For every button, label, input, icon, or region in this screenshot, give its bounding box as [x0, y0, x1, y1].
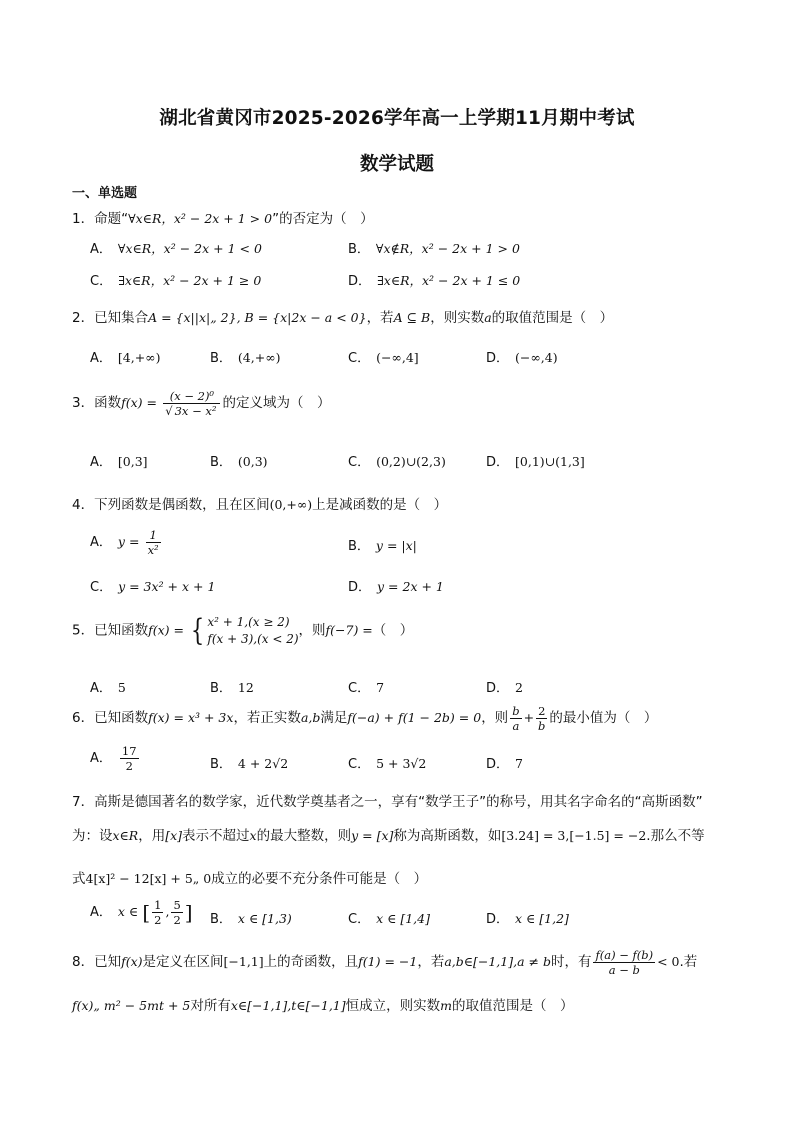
- question-4-option-d: D． y = 2x + 1: [348, 579, 444, 595]
- question-6-option-a: A． $\frac{17}{2}$: [90, 744, 137, 773]
- question-2-option-b: B． (4,+∞): [210, 350, 281, 366]
- question-5-stem: 5．已知函数f(x) = { x² + 1,(x ≥ 2) f(x + 3),(x < 2) ，则f(−7) =（ ）: [72, 613, 414, 648]
- exam-title: 湖北省黄冈市2025-2026学年高一上学期11月期中考试: [159, 108, 635, 129]
- question-3-stem: 3．函数f(x) = $\frac{\text{(x − 2)⁰}}{\text{√ 3x − x²}}$ 的定义域为（ ）: [72, 389, 331, 418]
- question-7-option-d: D． x ∈ [1,2]: [486, 911, 569, 927]
- question-8-line-1: 8．已知f(x)是定义在区间[−1,1]上的奇函数，且f(1) = −1，若a,b∈[−1,1],a ≠ b时，有 $\frac{f(a) - f(b)}{a - b}$ < 0.若: [72, 948, 698, 977]
- question-4-stem: 4．下列函数是偶函数，且在区间(0,+∞)上是减函数的是（ ）: [72, 497, 448, 513]
- question-1-option-d: D． ∃x∈R，x² − 2x + 1 ≤ 0: [348, 273, 521, 289]
- question-3-option-b: B． (0,3): [210, 454, 268, 470]
- question-5-option-a: A． 5: [90, 680, 126, 696]
- question-2-option-a: A． [4,+∞): [90, 350, 161, 366]
- question-1-option-b: B． ∀x∉R，x² − 2x + 1 > 0: [348, 241, 520, 257]
- question-7-option-a: A． x ∈ [ $\frac{1}{2}$ , $\frac{5}{2}$ ]: [90, 898, 193, 927]
- question-7-line-3: 式4[x]² − 12[x] + 5„ 0成立的必要不充分条件可能是（ ）: [72, 871, 428, 887]
- question-3-option-c: C． (0,2)∪(2,3): [348, 454, 446, 470]
- question-6-option-b: B． 4 + 2√2: [210, 756, 289, 772]
- question-7-option-c: C． x ∈ [1,4]: [348, 911, 430, 927]
- question-2-stem: 2．已知集合A = {x||x|„ 2}, B = {x|2x − a < 0}，若A ⊆ B，则实数a的取值范围是（ ）: [72, 310, 614, 326]
- brace-icon: {: [191, 613, 205, 648]
- question-3-option-d: D． [0,1)∪(1,3]: [486, 454, 585, 470]
- question-8-line-2: f(x)„ m² − 5mt + 5对所有x∈[−1,1],t∈[−1,1]恒成立，则实数m的取值范围是（ ）: [72, 998, 574, 1014]
- question-2-option-d: D． (−∞,4): [486, 350, 558, 366]
- question-5-option-c: C． 7: [348, 680, 385, 696]
- question-5-option-b: B． 12: [210, 680, 254, 696]
- question-1-option-c: C． ∃x∈R，x² − 2x + 1 ≥ 0: [90, 273, 262, 289]
- question-1-stem: 1．命题“∀x∈R，x² − 2x + 1 > 0”的否定为（ ）: [72, 211, 374, 227]
- section-heading: 一、单选题: [72, 186, 138, 201]
- question-4-option-b: B． y = |x|: [348, 538, 417, 554]
- question-3-fraction: $\frac{\text{(x − 2)⁰}}{\text{√ 3x − x²}}$: [163, 389, 220, 418]
- question-7-line-2: 为：设x∈R，用[x]表示不超过x的最大整数，则y = [x]称为高斯函数，如[3.24] = 3,[−1.5] = −2.那么不等: [72, 828, 705, 844]
- question-5-option-d: D． 2: [486, 680, 523, 696]
- question-7-line-1: 7．高斯是德国著名的数学家，近代数学奠基者之一，享有“数学王子”的称号，用其名字命名的“高斯函数”: [72, 794, 703, 810]
- question-6-stem: 6．已知函数f(x) = x³ + 3x，若正实数a,b满足f(−a) + f(1 − 2b) = 0，则 $\frac{b}{a}$ + $\frac{2}{b}$ 的最小值为（ ）: [72, 704, 658, 733]
- question-7-option-b: B． x ∈ [1,3): [210, 911, 292, 927]
- question-6-option-c: C． 5 + 3√2: [348, 756, 427, 772]
- question-2-option-c: C． (−∞,4]: [348, 350, 419, 366]
- question-5-cases: x² + 1,(x ≥ 2) f(x + 3),(x < 2): [207, 615, 299, 646]
- question-3-option-a: A． [0,3]: [90, 454, 148, 470]
- question-4-option-a: A． y = $\frac{1}{\text{x²}}$: [90, 528, 159, 557]
- exam-subtitle: 数学试题: [359, 154, 434, 175]
- question-4-option-c: C． y = 3x² + x + 1: [90, 579, 216, 595]
- question-1-option-a: A． ∀x∈R，x² − 2x + 1 < 0: [90, 241, 262, 257]
- question-6-option-d: D． 7: [486, 756, 523, 772]
